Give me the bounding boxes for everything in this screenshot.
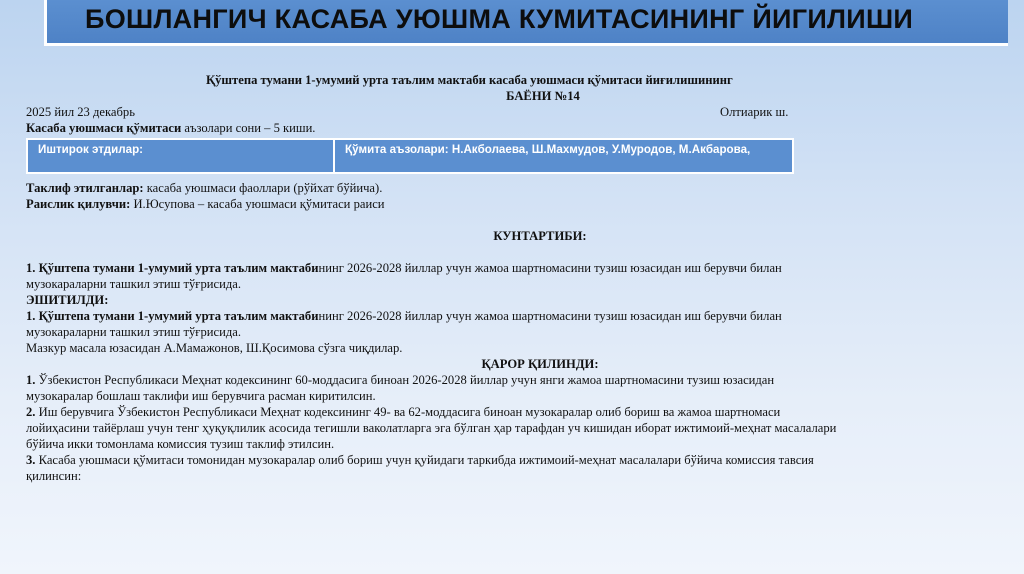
invited-line — [26, 180, 1006, 196]
heard-item-1 — [26, 308, 1006, 324]
decision-item-1-text: Ўзбекистон Республикаси Меҳнат кодексининг 60-моддасига биноан 2026-2028 йиллар учун янги жамоа шартномасини тузиш юзасидан — [35, 373, 775, 387]
decision-item-2-line3: бўйича икки томонлама комиссия тузиш таклиф этилсин. — [26, 437, 335, 451]
title-banner — [44, 0, 1008, 46]
heard-title-text: ЭШИТИЛДИ: — [26, 293, 109, 307]
decision-item-2-text: Иш берувчига Ўзбекистон Республикаси Меҳнат кодексининг 49- ва 62-моддасига биноан музокаралар олиб бориш ва жамоа шартномаси — [35, 405, 781, 419]
agenda-title: КУНТАРТИБИ: — [493, 229, 587, 243]
heard-item-1-bold: 1. Қўштепа тумани 1-умумий урта таълим мактаби — [26, 309, 319, 323]
doc-date: 2025 йил 23 декабрь — [26, 105, 135, 119]
agenda-item-1-line2: музокараларни ташкил этиш тўғрисида. — [26, 277, 241, 291]
decision-item-1-num: 1. — [26, 373, 36, 387]
decision-item-1 — [26, 372, 1006, 388]
chair-text: И.Юсупова – касаба уюшмаси қўмитаси раиси — [130, 197, 385, 211]
decision-item-2-line2: лойиҳасини тайёрлаш учун тенг ҳуқуқлилик асосида тегишли ваколатларга эга бўлган ҳар тарафдан уч кишидан иборат ижтимоий-меҳнат масалалари — [26, 421, 837, 435]
members-label: Касаба уюшмаси қўмитаси — [26, 121, 182, 135]
heard-speakers: Мазкур масала юзасидан А.Мамажонов, Ш.Қосимова сўзга чиқдилар. — [26, 341, 403, 355]
invited-label: Таклиф этилганлар: — [26, 181, 144, 195]
attendance-table — [26, 138, 794, 174]
heard-item-1-text: нинг 2026-2028 йиллар учун жамоа шартномасини тузиш юзасидан иш берувчи билан — [318, 309, 782, 323]
attend-label: Иштирок этдилар: — [27, 139, 334, 173]
heard-title — [26, 292, 1006, 308]
chair-line — [26, 196, 1006, 212]
chair-label: Раислик қилувчи: — [26, 197, 131, 211]
members-line — [26, 120, 1006, 136]
decision-item-3-line2: қилинсин: — [26, 469, 82, 483]
attend-value: Қўмита аъзолари: Н.Акболаева, Ш.Махмудов, У.Муродов, М.Акбарова, — [334, 139, 793, 173]
decision-title: ҚАРОР ҚИЛИНДИ: — [481, 357, 599, 371]
document-body — [26, 72, 1006, 484]
doc-heading-number: БАЁНИ №14 — [506, 89, 580, 103]
doc-heading-line1: Қўштепа тумани 1-умумий урта таълим мактаби касаба уюшмаси қўмитаси йиғилишининг — [206, 73, 733, 87]
decision-item-3 — [26, 452, 1006, 468]
table-row — [27, 139, 793, 173]
members-text: аъзолари сони – 5 киши. — [181, 121, 316, 135]
decision-item-1-line2: музокаралар бошлаш таклифи иш берувчига расман киритилсин. — [26, 389, 376, 403]
agenda-item-1-text: нинг 2026-2028 йиллар учун жамоа шартномасини тузиш юзасидан иш берувчи билан — [318, 261, 782, 275]
doc-place: Олтиарик ш. — [720, 105, 789, 119]
invited-text: касаба уюшмаси фаоллари (рўйхат бўйича). — [143, 181, 383, 195]
date-place-row — [26, 104, 1006, 120]
decision-item-2-num: 2. — [26, 405, 36, 419]
decision-item-2 — [26, 404, 1006, 420]
page-title: БОШЛАНГИЧ КАСАБА УЮШМА КУМИТАСИНИНГ ЙИГИЛИШИ — [85, 4, 914, 34]
agenda-item-1-bold: 1. Қўштепа тумани 1-умумий урта таълим мактаби — [26, 261, 319, 275]
decision-item-3-num: 3. — [26, 453, 36, 467]
heard-item-1-line2: музокараларни ташкил этиш тўғрисида. — [26, 325, 241, 339]
agenda-item-1 — [26, 260, 1006, 276]
decision-item-3-text: Касаба уюшмаси қўмитаси томонидан музокаралар олиб бориш учун қуйидаги таркибда ижтимоий-меҳнат масалалари бўйича комиссия тавсия — [35, 453, 814, 467]
